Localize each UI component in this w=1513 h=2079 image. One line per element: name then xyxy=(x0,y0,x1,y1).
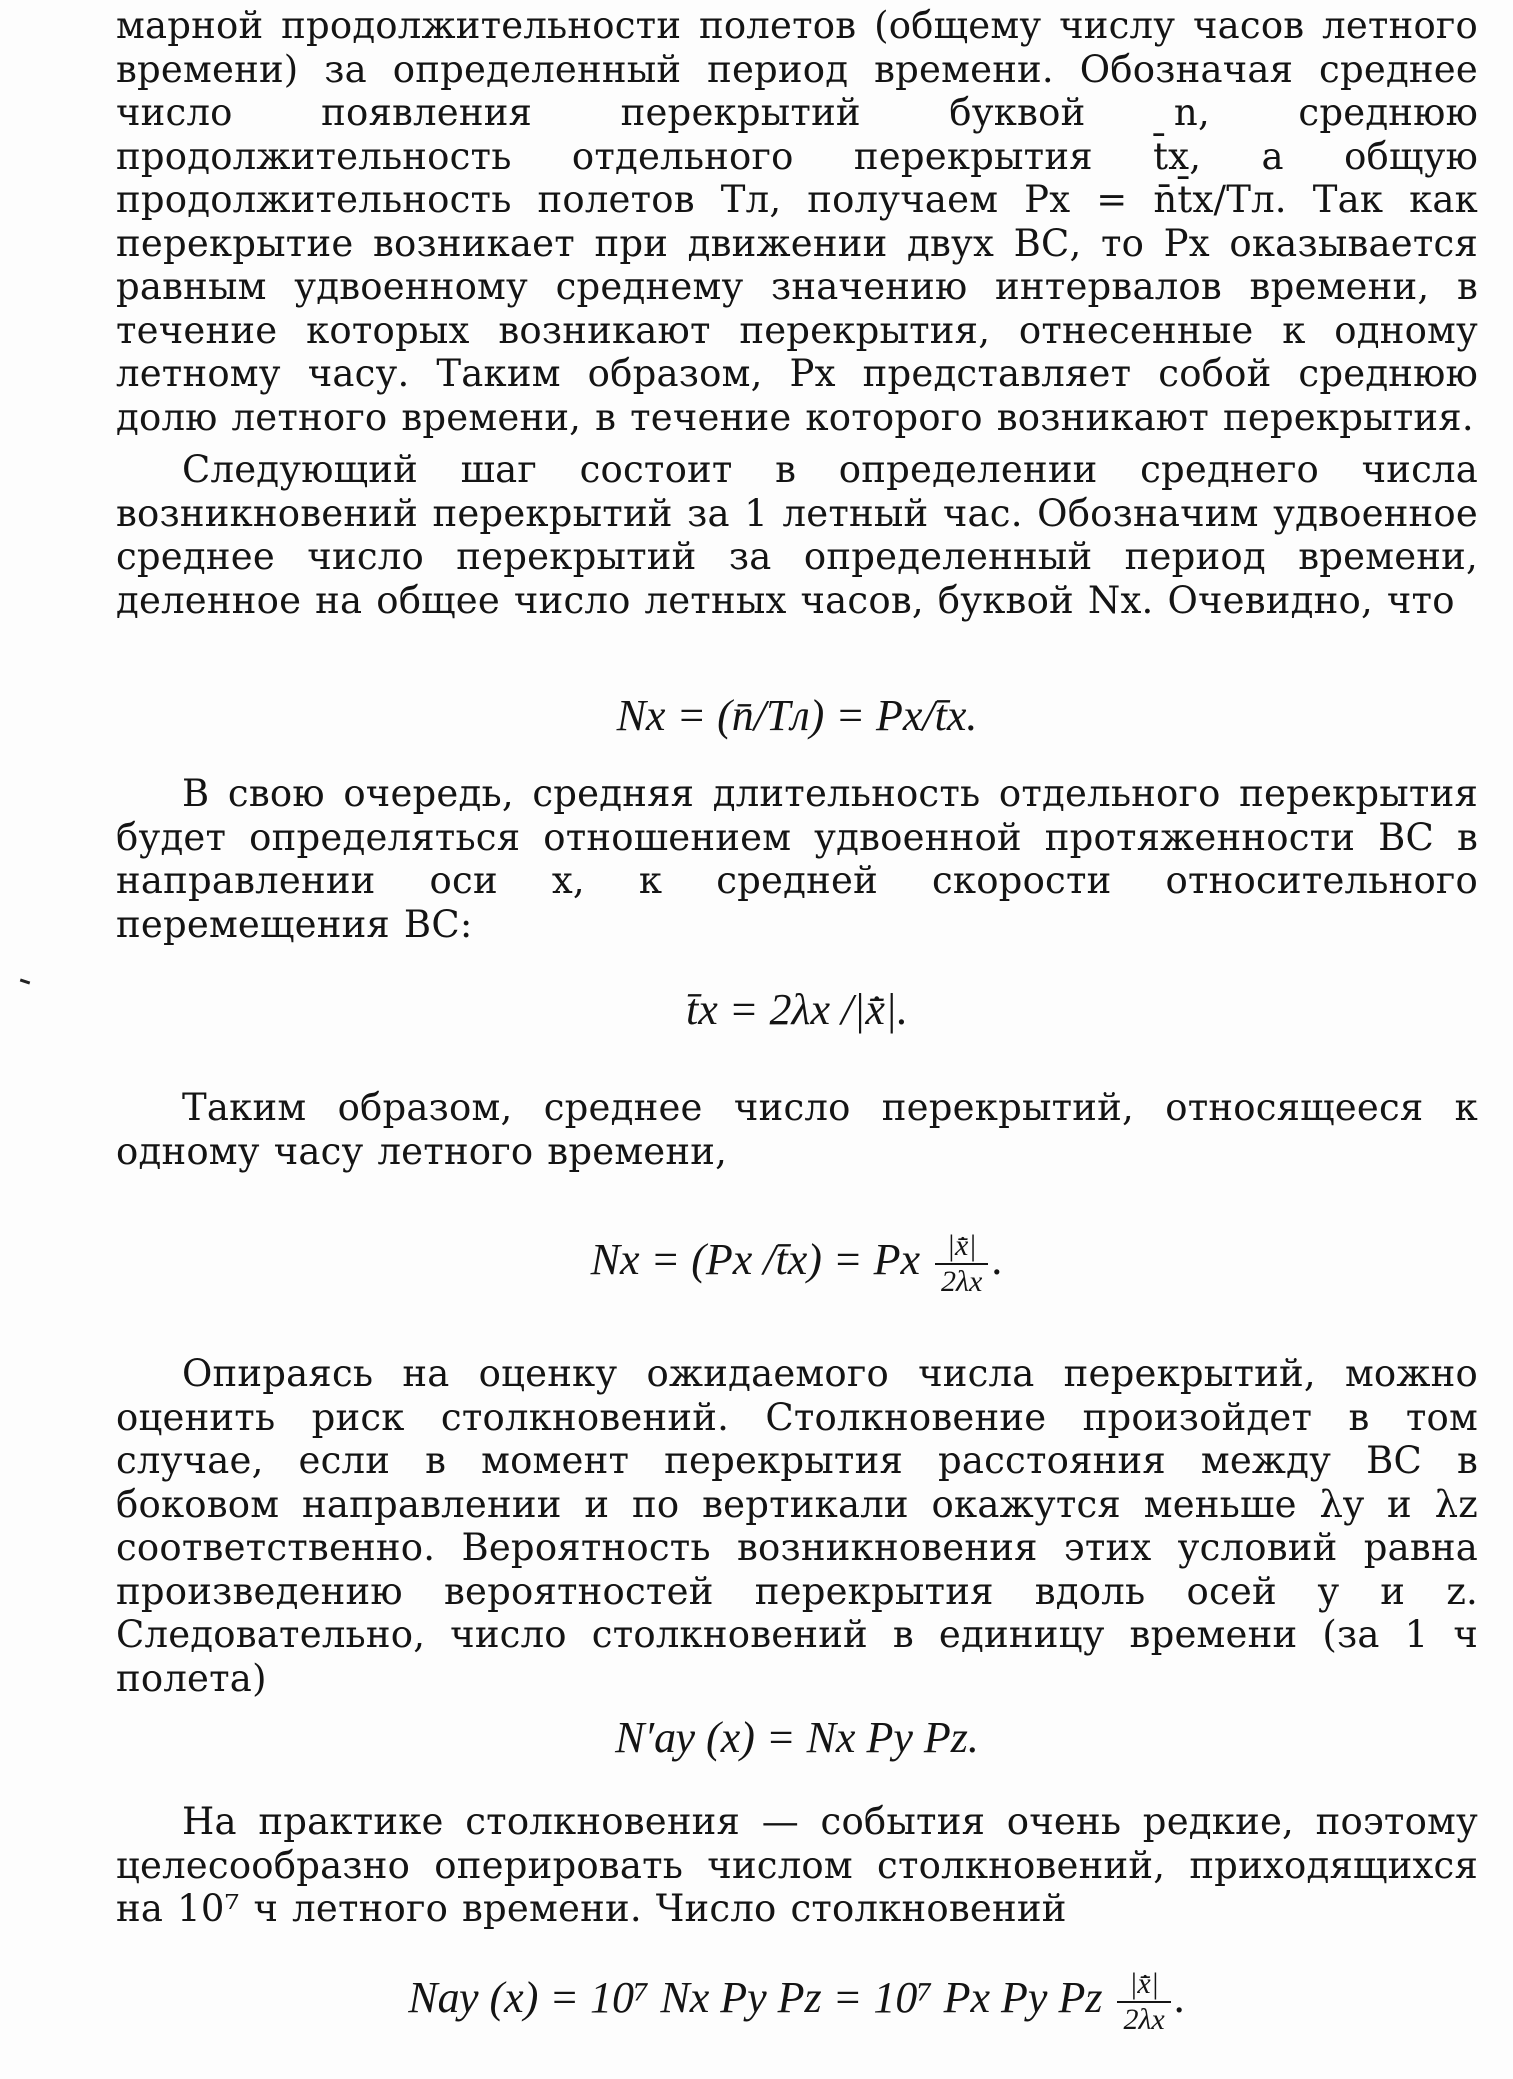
paragraph-2: Следующий шаг состоит в определении среднего числа возникновений перекрытий за 1 летный час. Обозначим удвоенное среднее число перекрытий за определенный период времени, деленное на общее число летных часов, буквой Nx. Очевидно, что xyxy=(116,448,1478,622)
paragraph-4: Таким образом, среднее число перекрытий, относящееся к одному часу летного времени, xyxy=(116,1086,1478,1173)
paragraph-6: На практике столкновения — события очень редкие, поэтому целесообразно оперировать числом столкновений, приходящихся на 10⁷ ч летного времени. Число столкновений xyxy=(116,1800,1478,1930)
formula-5-end: . xyxy=(1174,1973,1186,2022)
scan-speck xyxy=(20,979,30,985)
formula-5-numerator: |x̄̇| xyxy=(1117,1967,1170,2003)
formula-3-left: Nx = (Px /t̄x) = Px xyxy=(590,1235,921,1284)
formula-collisions-per-1e7-hours xyxy=(116,1958,1478,2038)
formula-3-denominator: 2λx xyxy=(941,1264,983,1298)
paragraph-3: В свою очередь, средняя длительность отдельного перекрытия будет определяться отношением удвоенной протяженности ВС в направлении оси x, к средней скорости относительного перемещения ВС: xyxy=(116,772,1478,946)
formula-mean-overlap-duration: t̄x = 2λx /|x̄̇|. xyxy=(686,985,908,1034)
formula-3-numerator: |x̄̇| xyxy=(935,1229,988,1265)
paragraph-1: марной продолжительности полетов (общему числу часов летного времени) за определенный период времени. Обозначая среднее число появления перекрытий буквой n, среднюю продолжительность отдельного перекрытия t̄x, а общую продолжительность полетов Tл, получаем Px = n̄t̄x/Tл. Так как перекрытие возникает при движении двух ВС, то Px оказывается равным удвоенному среднему значению интервалов времени, в течение которых возникают перекрытия, отнесенные к одному летному часу. Таким образом, Px представляет собой среднюю долю летного времени, в течение которого возникают перекрытия. xyxy=(116,4,1478,439)
formula-nx-per-hour xyxy=(116,1220,1478,1300)
formula-5-fraction xyxy=(1117,1967,1170,2037)
formula-5-left: Nау (x) = 10⁷ Nx Py Pz = 10⁷ Px Py Pz xyxy=(408,1973,1103,2022)
formula-3-end: . xyxy=(992,1235,1004,1284)
paragraph-5: Опираясь на оценку ожидаемого числа перекрытий, можно оценить риск столкновений. Столкновение произойдет в том случае, если в момент перекрытия расстояния между ВС в боковом направлении и по вертикали окажутся меньше λy и λz соответственно. Вероятность возникновения этих условий равна произведению вероятностей перекрытия вдоль осей y и z. Следовательно, число столкновений в единицу времени (за 1 ч полета) xyxy=(116,1352,1478,1700)
formula-collision-rate-per-hour: N′ау (x) = Nx Py Pz. xyxy=(615,1713,979,1762)
formula-5-denominator: 2λx xyxy=(1123,2002,1165,2036)
formula-nx-definition: Nx = (n̄/Tл) = Px/t̄x. xyxy=(616,691,978,740)
formula-3-fraction xyxy=(935,1229,988,1299)
